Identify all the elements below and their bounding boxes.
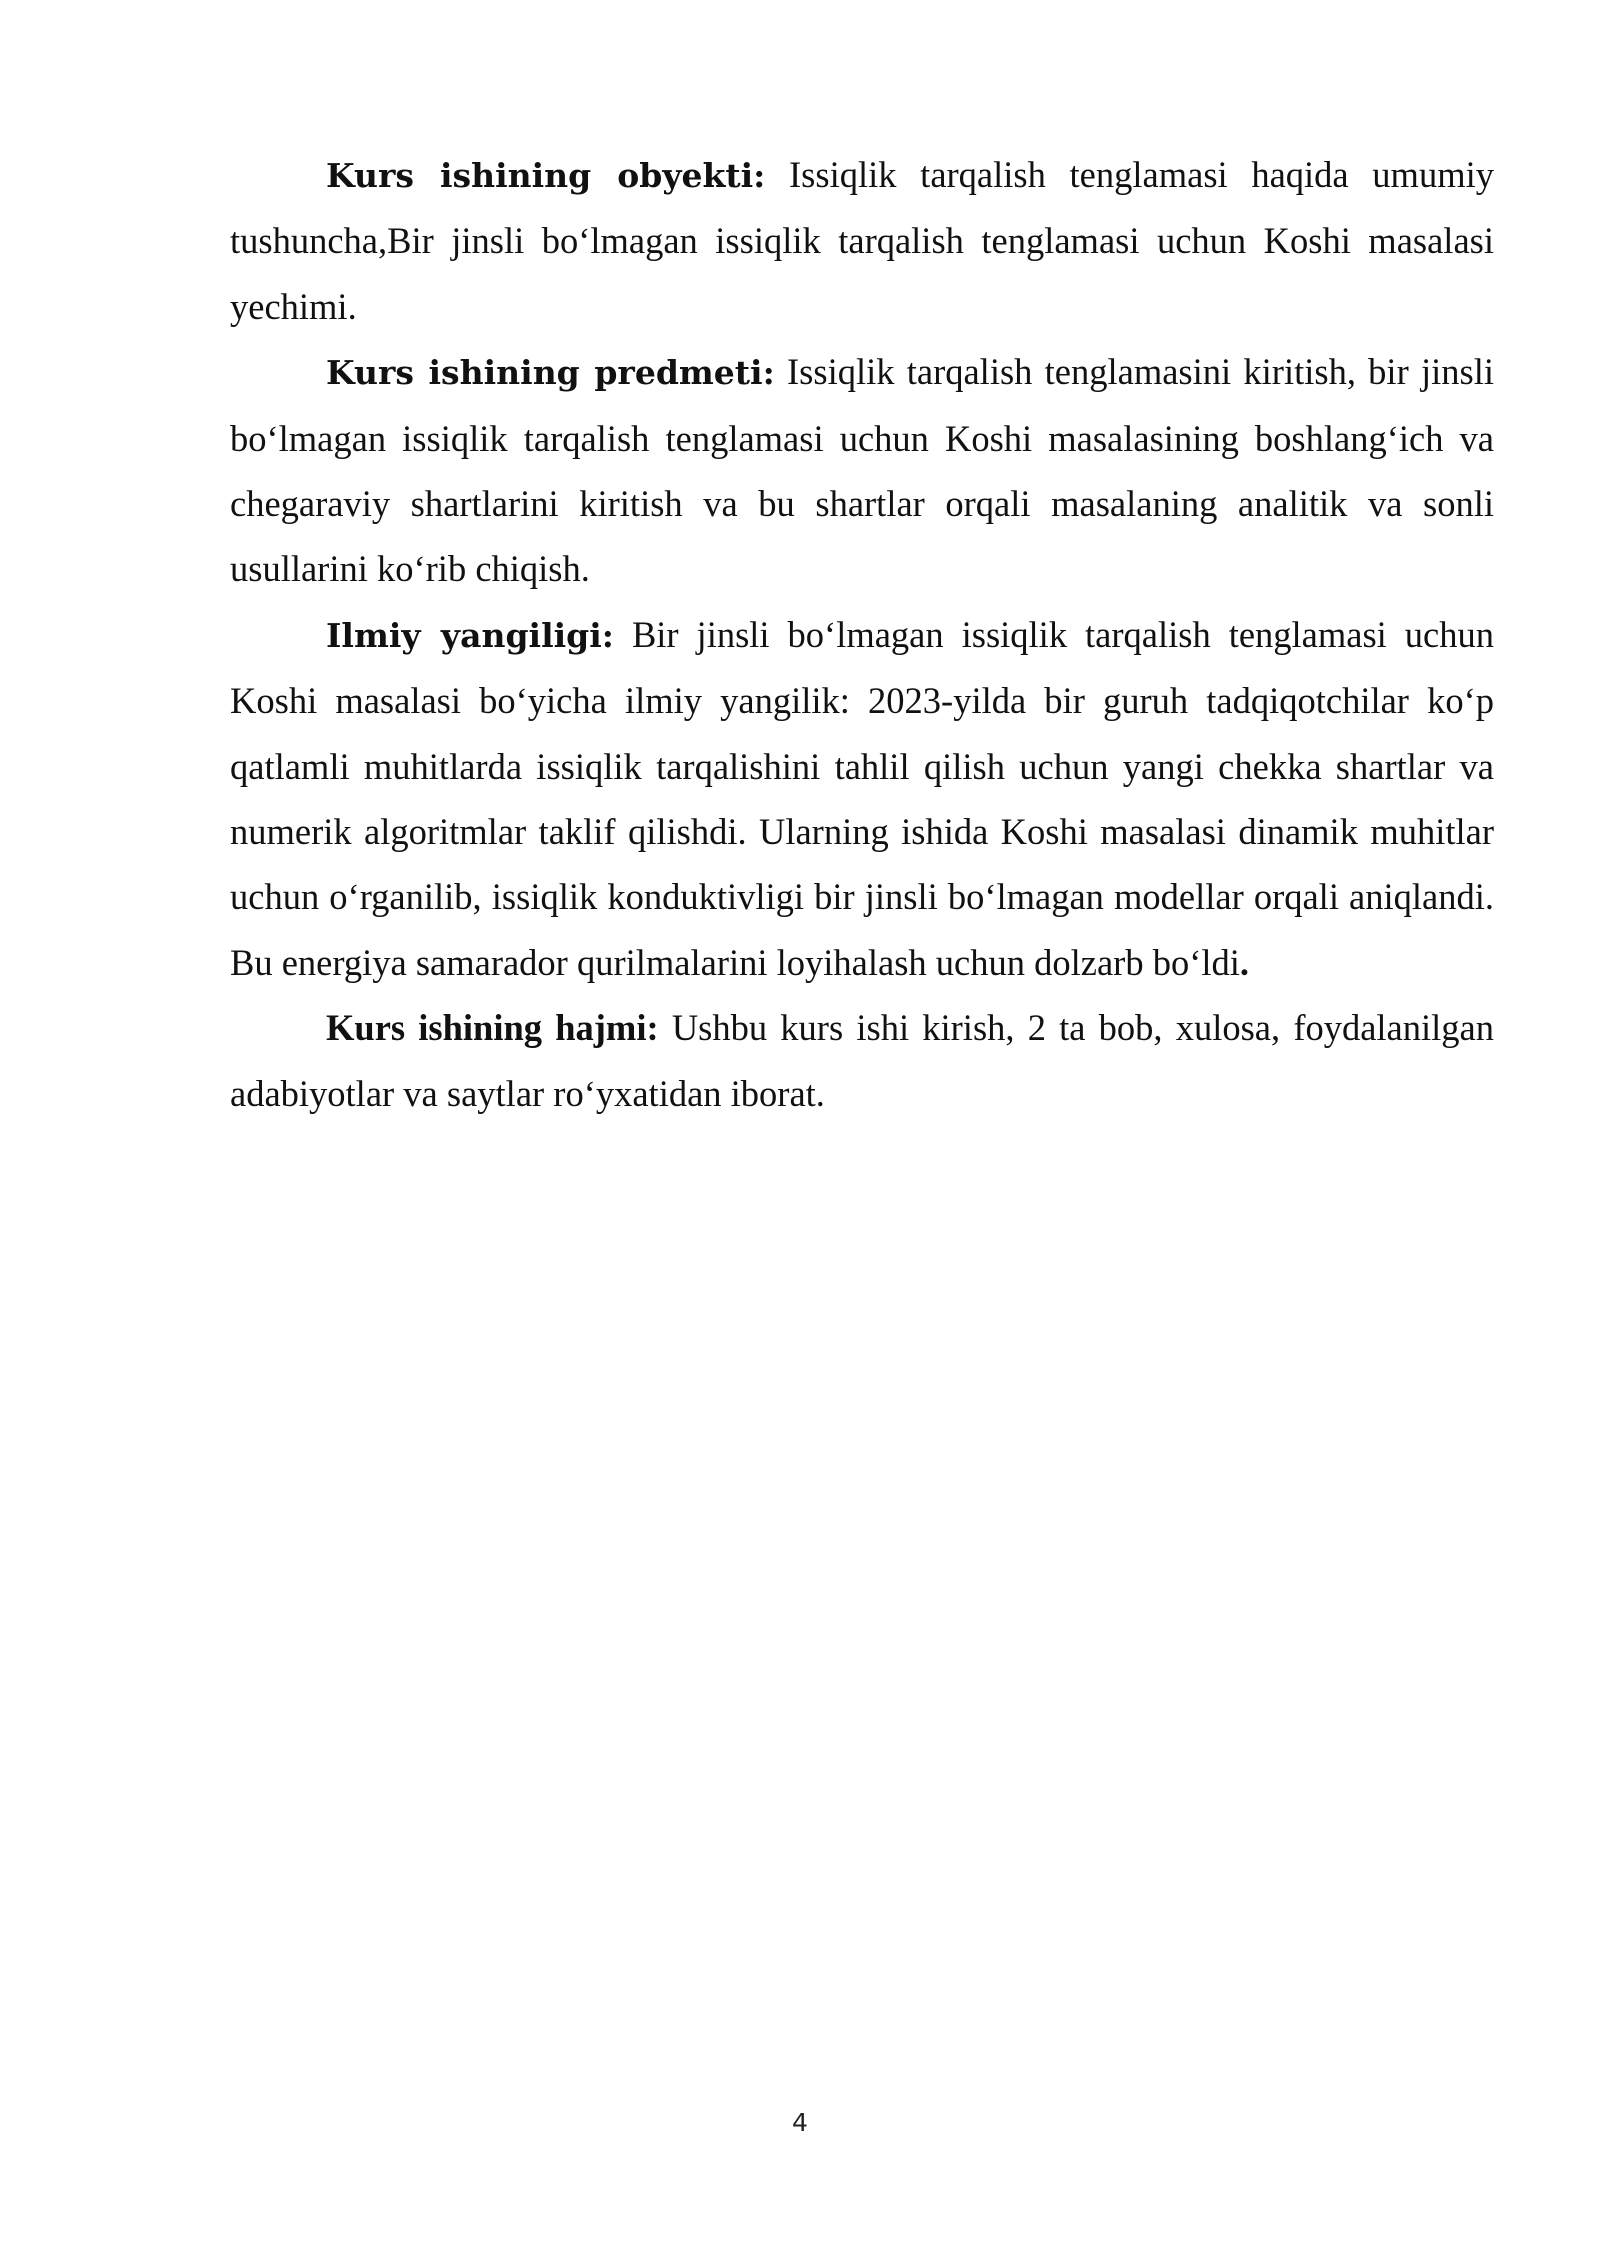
paragraph-tail: .: [1239, 941, 1250, 983]
paragraph-text: Bir jinsli boʻlmagan issiqlik tarqalish tenglamasi uchun Koshi masalasi boʻyicha ilmiy yangilik: 2023-yilda bir guruh tadqiqotchilar koʻp qatlamli muhitlarda issiqlik tarqalishini tahlil qilish uchun yangi chekka shartlar va numerik algoritmlar taklif qilishdi. Ularning ishida Koshi masalasi dinamik muhitlar uchun oʻrganilib, issiqlik konduktivligi bir jinsli boʻlmagan modellar orqali aniqlandi. Bu energiya samarador qurilmalarini loyihalash uchun dolzarb boʻldi: [230, 613, 1494, 983]
paragraph-volume: [230, 995, 1494, 1126]
paragraph-subject: [230, 339, 1494, 602]
document-body: [230, 142, 1494, 1126]
page-number: 4: [792, 2108, 808, 2137]
paragraph-label: Kurs ishining hajmi:: [326, 1007, 659, 1049]
paragraph-text: Issiqlik tarqalish tenglamasini kiritish, bir jinsli boʻlmagan issiqlik tarqalish tenglamasi uchun Koshi masalasining boshlangʻich va chegaraviy shartlarini kiritish va bu shartlar orqali masalaning analitik va sonli usullarini koʻrib chiqish.: [230, 351, 1494, 590]
paragraph-object: [230, 142, 1494, 339]
paragraph-label: Kurs ishining predmeti:: [326, 353, 775, 393]
paragraph-text: Ushbu kurs ishi kirish, 2 ta bob, xulosa, foydalanilgan adabiyotlar va saytlar roʻyxatidan iborat.: [230, 1007, 1494, 1114]
paragraph-text: Issiqlik tarqalish tenglamasi haqida umumiy tushuncha,Bir jinsli boʻlmagan issiqlik tarqalish tenglamasi uchun Koshi masalasi yechimi.: [230, 154, 1494, 327]
paragraph-label: Ilmiy yangiligi:: [326, 615, 614, 655]
paragraph-label: Kurs ishining obyekti:: [326, 156, 766, 195]
paragraph-novelty: [230, 602, 1494, 995]
